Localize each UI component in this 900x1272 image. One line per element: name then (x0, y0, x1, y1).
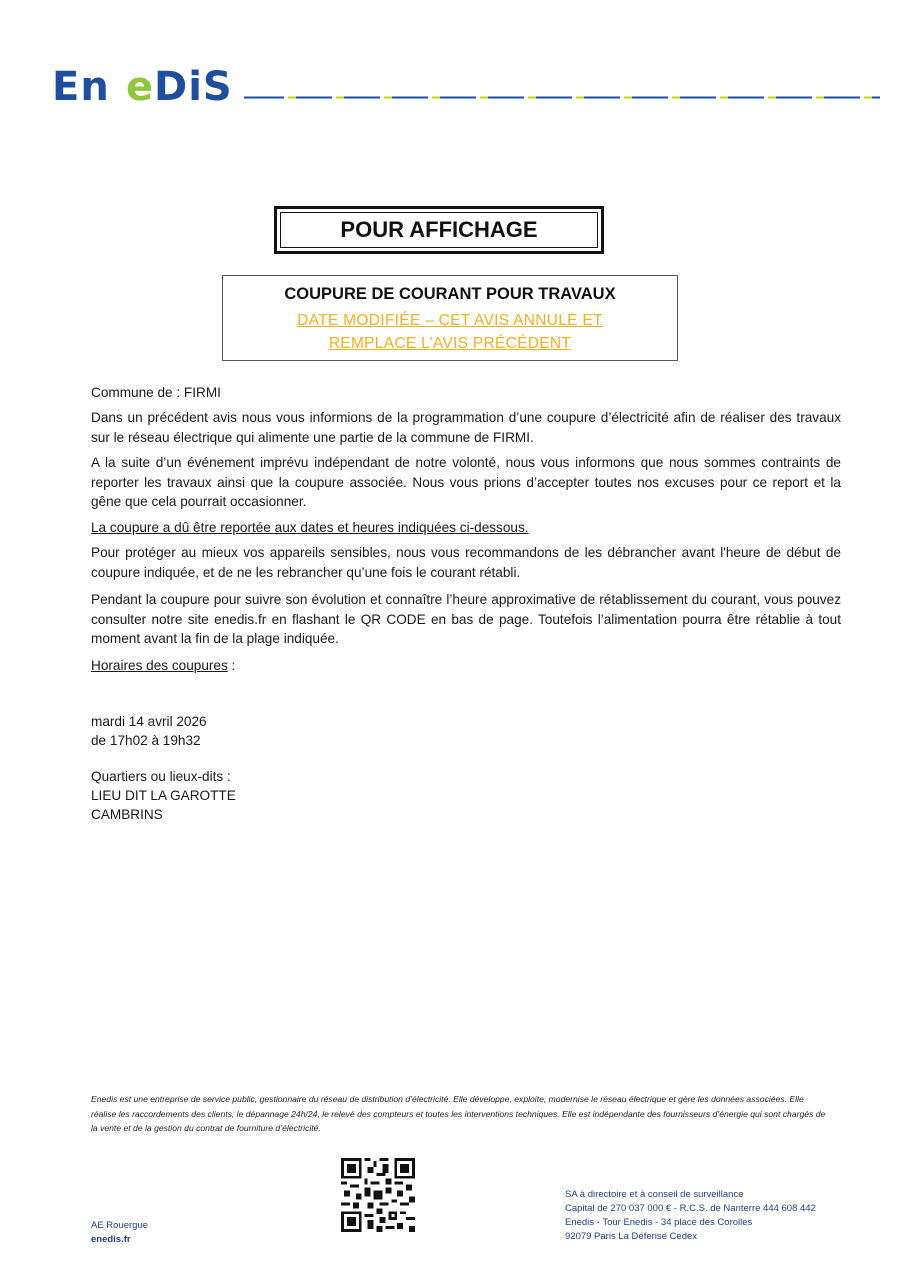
enedis-logo (52, 62, 242, 108)
outage-date: mardi 14 avril 2026 (91, 714, 207, 729)
website-link[interactable]: enedis.fr (91, 1234, 131, 1245)
company-line: SA à directoire et à conseil de surveillance (565, 1189, 744, 1200)
svg-text:En: En (52, 64, 110, 108)
schedule-heading (91, 656, 841, 676)
schedule-suffix: : (227, 658, 236, 673)
schedule-label: Horaires des coupures (91, 658, 228, 673)
header-rule (244, 96, 880, 99)
notice-subtitle-line1: DATE MODIFIÉE – CET AVIS ANNULE ET (297, 312, 603, 329)
company-line: Enedis - Tour Enedis - 34 place des Corolles (565, 1217, 753, 1228)
area-item: LIEU DIT LA GAROTTE (91, 788, 236, 803)
paragraph-previous-notice: Dans un précédent avis nous vous informions de la programmation d’une coupure d’électricité afin de réaliser des travaux sur le réseau électrique qui alimente une partie de la commune de FIRMI. (91, 410, 841, 445)
postponed-notice-text: La coupure a dû être reportée aux dates et heures indiquées ci-dessous. (91, 520, 529, 535)
footer-left (91, 1219, 148, 1247)
postponed-notice (91, 518, 841, 538)
region-name: AE Rouergue (91, 1220, 149, 1231)
areas-label: Quartiers ou lieux-dits : (91, 769, 231, 784)
notice-title-box (222, 275, 678, 361)
area-item: CAMBRINS (91, 807, 163, 822)
svg-text:e: e (126, 64, 154, 108)
paragraph-follow-outage: Pendant la coupure pour suivre son évolution et connaître l’heure approximative de rétablissement du courant, vous pouvez consulter notre site enedis.fr en flashant le QR CODE en bas de page. Toutefois l’alimentation pourra être rétablie à tout moment avant la fin de la plage indiquée. (91, 592, 841, 646)
company-line: Capital de 270 037 000 € - R.C.S. de Nanterre 444 608 442 (565, 1203, 816, 1214)
outage-time-range: de 17h02 à 19h32 (91, 733, 201, 748)
qr-code[interactable] (341, 1158, 415, 1232)
display-label-box (274, 206, 604, 254)
notice-subtitle-line2: REMPLACE L’AVIS PRÉCÉDENT (328, 335, 572, 352)
paragraph-postponement: A la suite d’un événement imprévu indépendant de notre volonté, nous vous informons que nous sommes contraints de reporter les travaux ainsi que la coupure associée. Nous vous prions d’accepter toutes nos excuses pour ce report et la gêne que cela pourrait occasionner. (91, 455, 841, 509)
legal-notice: Enedis est une entreprise de service public, gestionnaire du réseau de distribution d’électricité. Elle développe, exploite, modernise le réseau électrique et gère les données associées. Elle réalise les raccordements des clients, le dépannage 24h/24, le relevé des compteurs et toutes les interventions techniques. Elle est indépendante des fournisseurs d’énergie qui sont chargés de la vente et de la gestion du contrat de fourniture d’électricité. (91, 1094, 826, 1133)
svg-text:DiS: DiS (154, 64, 233, 108)
company-line: 92079 Paris La Défense Cedex (565, 1231, 698, 1242)
display-label: POUR AFFICHAGE (280, 212, 598, 248)
paragraph-protect-devices: Pour protéger au mieux vos appareils sensibles, nous vous recommandons de les débrancher avant l'heure de début de coupure indiquée, et de ne les rebrancher qu’une fois le courant rétabli. (91, 545, 841, 580)
commune: Commune de : FIRMI (91, 385, 221, 400)
company-info (565, 1188, 816, 1244)
notice-title: COUPURE DE COURANT POUR TRAVAUX (284, 285, 616, 303)
